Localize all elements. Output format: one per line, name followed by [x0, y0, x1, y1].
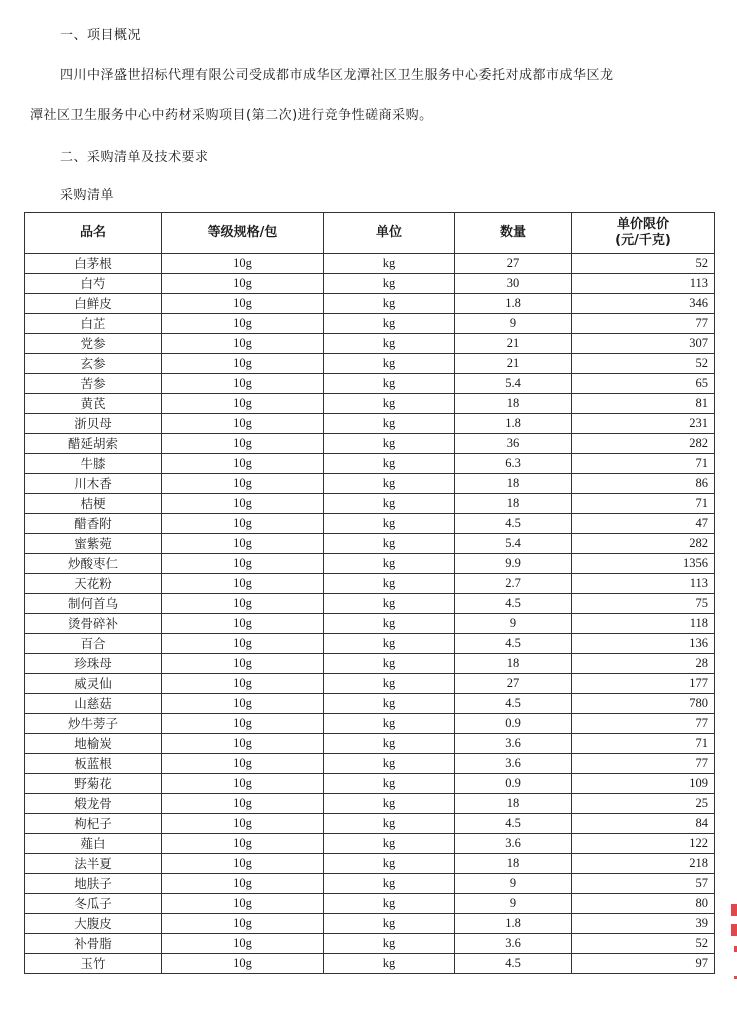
cell-name: 补骨脂 [25, 934, 162, 954]
cell-spec: 10g [162, 394, 324, 414]
table-row [25, 894, 715, 914]
cell-price: 25 [572, 794, 715, 814]
table-row [25, 774, 715, 794]
cell-price: 75 [572, 594, 715, 614]
table-row [25, 614, 715, 634]
cell-name: 黄芪 [25, 394, 162, 414]
cell-spec: 10g [162, 514, 324, 534]
cell-spec: 10g [162, 574, 324, 594]
cell-quantity: 3.6 [455, 734, 572, 754]
cell-spec: 10g [162, 914, 324, 934]
cell-spec: 10g [162, 934, 324, 954]
cell-name: 板蓝根 [25, 754, 162, 774]
cell-spec: 10g [162, 614, 324, 634]
cell-name: 炒牛蒡子 [25, 714, 162, 734]
table-header-row [25, 213, 715, 254]
cell-quantity: 21 [455, 334, 572, 354]
cell-quantity: 18 [455, 474, 572, 494]
cell-quantity: 6.3 [455, 454, 572, 474]
cell-spec: 10g [162, 254, 324, 274]
cell-quantity: 4.5 [455, 514, 572, 534]
cell-spec: 10g [162, 534, 324, 554]
cell-price: 218 [572, 854, 715, 874]
cell-spec: 10g [162, 374, 324, 394]
cell-spec: 10g [162, 714, 324, 734]
cell-quantity: 18 [455, 654, 572, 674]
cell-name: 苦参 [25, 374, 162, 394]
cell-price: 282 [572, 534, 715, 554]
cell-price: 39 [572, 914, 715, 934]
cell-name: 白鲜皮 [25, 294, 162, 314]
table-row [25, 594, 715, 614]
cell-spec: 10g [162, 814, 324, 834]
cell-price: 118 [572, 614, 715, 634]
cell-name: 制何首乌 [25, 594, 162, 614]
cell-unit: kg [324, 374, 455, 394]
section-heading-overview: 一、项目概况 [60, 28, 142, 43]
cell-unit: kg [324, 434, 455, 454]
cell-spec: 10g [162, 694, 324, 714]
cell-name: 冬瓜子 [25, 894, 162, 914]
table-row [25, 874, 715, 894]
cell-name: 山慈菇 [25, 694, 162, 714]
cell-name: 桔梗 [25, 494, 162, 514]
cell-quantity: 18 [455, 794, 572, 814]
cell-unit: kg [324, 934, 455, 954]
cell-spec: 10g [162, 314, 324, 334]
cell-unit: kg [324, 314, 455, 334]
cell-price: 113 [572, 574, 715, 594]
cell-price: 52 [572, 254, 715, 274]
cell-unit: kg [324, 614, 455, 634]
cell-unit: kg [324, 794, 455, 814]
cell-quantity: 9 [455, 314, 572, 334]
table-row [25, 374, 715, 394]
cell-quantity: 4.5 [455, 694, 572, 714]
cell-price: 47 [572, 514, 715, 534]
cell-quantity: 1.8 [455, 414, 572, 434]
cell-unit: kg [324, 254, 455, 274]
table-row [25, 474, 715, 494]
table-row [25, 514, 715, 534]
cell-quantity: 3.6 [455, 934, 572, 954]
table-body [25, 254, 715, 974]
cell-unit: kg [324, 674, 455, 694]
cell-unit: kg [324, 734, 455, 754]
cell-unit: kg [324, 874, 455, 894]
purchase-table [24, 212, 715, 974]
cell-name: 野菊花 [25, 774, 162, 794]
cell-price: 28 [572, 654, 715, 674]
cell-name: 白芍 [25, 274, 162, 294]
cell-price: 52 [572, 934, 715, 954]
cell-unit: kg [324, 334, 455, 354]
cell-name: 炒酸枣仁 [25, 554, 162, 574]
cell-unit: kg [324, 594, 455, 614]
table-row [25, 954, 715, 974]
header-price-limit-line1: 单价限价 [616, 217, 669, 232]
cell-name: 地肤子 [25, 874, 162, 894]
cell-unit: kg [324, 294, 455, 314]
cell-price: 113 [572, 274, 715, 294]
cell-name: 天花粉 [25, 574, 162, 594]
cell-quantity: 9 [455, 614, 572, 634]
cell-name: 枸杞子 [25, 814, 162, 834]
cell-quantity: 9 [455, 894, 572, 914]
table-row [25, 734, 715, 754]
cell-unit: kg [324, 814, 455, 834]
purchase-list-title: 采购清单 [60, 188, 115, 203]
cell-spec: 10g [162, 354, 324, 374]
intro-paragraph-line-2: 潭社区卫生服务中心中药材采购项目(第二次)进行竞争性磋商采购。 [30, 108, 433, 123]
table-row [25, 414, 715, 434]
header-name: 品名 [25, 213, 162, 254]
header-spec: 等级规格/包 [162, 213, 324, 254]
cell-quantity: 4.5 [455, 954, 572, 974]
cell-name: 蜜紫菀 [25, 534, 162, 554]
cell-price: 65 [572, 374, 715, 394]
cell-spec: 10g [162, 834, 324, 854]
cell-quantity: 2.7 [455, 574, 572, 594]
table-row [25, 254, 715, 274]
cell-unit: kg [324, 454, 455, 474]
cell-name: 川木香 [25, 474, 162, 494]
cell-unit: kg [324, 494, 455, 514]
cell-spec: 10g [162, 454, 324, 474]
cell-quantity: 0.9 [455, 774, 572, 794]
cell-quantity: 9.9 [455, 554, 572, 574]
cell-spec: 10g [162, 794, 324, 814]
table-row [25, 334, 715, 354]
header-unit: 单位 [324, 213, 455, 254]
cell-price: 77 [572, 714, 715, 734]
table-row [25, 634, 715, 654]
table-row [25, 754, 715, 774]
cell-name: 牛膝 [25, 454, 162, 474]
cell-unit: kg [324, 914, 455, 934]
cell-price: 307 [572, 334, 715, 354]
cell-name: 大腹皮 [25, 914, 162, 934]
cell-price: 71 [572, 734, 715, 754]
cell-quantity: 5.4 [455, 534, 572, 554]
cell-quantity: 27 [455, 674, 572, 694]
table-row [25, 434, 715, 454]
cell-unit: kg [324, 714, 455, 734]
cell-name: 浙贝母 [25, 414, 162, 434]
cell-unit: kg [324, 634, 455, 654]
cell-price: 780 [572, 694, 715, 714]
header-price-limit [572, 213, 715, 254]
cell-price: 1356 [572, 554, 715, 574]
cell-quantity: 21 [455, 354, 572, 374]
table-row [25, 314, 715, 334]
cell-spec: 10g [162, 274, 324, 294]
table-row [25, 674, 715, 694]
table-row [25, 494, 715, 514]
cell-quantity: 4.5 [455, 594, 572, 614]
cell-unit: kg [324, 894, 455, 914]
cell-unit: kg [324, 574, 455, 594]
cell-price: 80 [572, 894, 715, 914]
cell-quantity: 5.4 [455, 374, 572, 394]
cell-price: 71 [572, 454, 715, 474]
cell-name: 醋延胡索 [25, 434, 162, 454]
table-row [25, 574, 715, 594]
table-row [25, 654, 715, 674]
table-row [25, 914, 715, 934]
cell-unit: kg [324, 654, 455, 674]
cell-name: 玄参 [25, 354, 162, 374]
cell-quantity: 1.8 [455, 294, 572, 314]
cell-spec: 10g [162, 654, 324, 674]
cell-name: 百合 [25, 634, 162, 654]
cell-price: 57 [572, 874, 715, 894]
cell-quantity: 18 [455, 394, 572, 414]
cell-spec: 10g [162, 894, 324, 914]
cell-spec: 10g [162, 674, 324, 694]
table-row [25, 534, 715, 554]
section-heading-purchase-list: 二、采购清单及技术要求 [60, 150, 209, 165]
cell-name: 法半夏 [25, 854, 162, 874]
cell-quantity: 1.8 [455, 914, 572, 934]
cell-name: 威灵仙 [25, 674, 162, 694]
cell-unit: kg [324, 694, 455, 714]
cell-spec: 10g [162, 954, 324, 974]
header-quantity: 数量 [455, 213, 572, 254]
cell-name: 地榆炭 [25, 734, 162, 754]
cell-unit: kg [324, 774, 455, 794]
cell-quantity: 0.9 [455, 714, 572, 734]
cell-price: 77 [572, 754, 715, 774]
intro-paragraph-line-1: 四川中泽盛世招标代理有限公司受成都市成华区龙潭社区卫生服务中心委托对成都市成华区龙 [60, 68, 614, 83]
cell-name: 珍珠母 [25, 654, 162, 674]
cell-spec: 10g [162, 754, 324, 774]
cell-spec: 10g [162, 294, 324, 314]
table-row [25, 854, 715, 874]
cell-unit: kg [324, 354, 455, 374]
cell-unit: kg [324, 754, 455, 774]
cell-spec: 10g [162, 854, 324, 874]
cell-name: 烫骨碎补 [25, 614, 162, 634]
cell-spec: 10g [162, 874, 324, 894]
header-price-limit-line2: (元/千克) [615, 233, 671, 248]
cell-unit: kg [324, 274, 455, 294]
table-row [25, 454, 715, 474]
cell-unit: kg [324, 534, 455, 554]
cell-spec: 10g [162, 414, 324, 434]
table-row [25, 394, 715, 414]
cell-quantity: 9 [455, 874, 572, 894]
cell-name: 白芷 [25, 314, 162, 334]
cell-price: 84 [572, 814, 715, 834]
cell-name: 薤白 [25, 834, 162, 854]
cell-price: 109 [572, 774, 715, 794]
stamp-fragment [731, 904, 737, 916]
cell-unit: kg [324, 954, 455, 974]
cell-unit: kg [324, 394, 455, 414]
cell-price: 52 [572, 354, 715, 374]
cell-name: 醋香附 [25, 514, 162, 534]
cell-unit: kg [324, 414, 455, 434]
cell-price: 122 [572, 834, 715, 854]
cell-price: 282 [572, 434, 715, 454]
cell-name: 玉竹 [25, 954, 162, 974]
cell-spec: 10g [162, 434, 324, 454]
cell-price: 81 [572, 394, 715, 414]
stamp-fragment [731, 924, 737, 936]
cell-unit: kg [324, 854, 455, 874]
cell-spec: 10g [162, 494, 324, 514]
cell-price: 346 [572, 294, 715, 314]
cell-price: 97 [572, 954, 715, 974]
cell-unit: kg [324, 834, 455, 854]
cell-quantity: 4.5 [455, 814, 572, 834]
cell-price: 136 [572, 634, 715, 654]
table-row [25, 834, 715, 854]
cell-price: 177 [572, 674, 715, 694]
cell-quantity: 36 [455, 434, 572, 454]
cell-quantity: 27 [455, 254, 572, 274]
cell-spec: 10g [162, 594, 324, 614]
cell-spec: 10g [162, 734, 324, 754]
table-row [25, 294, 715, 314]
table-row [25, 694, 715, 714]
cell-quantity: 18 [455, 854, 572, 874]
cell-spec: 10g [162, 474, 324, 494]
cell-unit: kg [324, 474, 455, 494]
table-row [25, 554, 715, 574]
cell-quantity: 3.6 [455, 834, 572, 854]
cell-quantity: 18 [455, 494, 572, 514]
cell-unit: kg [324, 514, 455, 534]
cell-name: 煅龙骨 [25, 794, 162, 814]
cell-price: 71 [572, 494, 715, 514]
cell-price: 86 [572, 474, 715, 494]
table-row [25, 714, 715, 734]
cell-spec: 10g [162, 634, 324, 654]
cell-spec: 10g [162, 774, 324, 794]
cell-quantity: 3.6 [455, 754, 572, 774]
cell-quantity: 4.5 [455, 634, 572, 654]
cell-name: 党参 [25, 334, 162, 354]
table-row [25, 274, 715, 294]
cell-spec: 10g [162, 334, 324, 354]
cell-price: 77 [572, 314, 715, 334]
cell-spec: 10g [162, 554, 324, 574]
cell-unit: kg [324, 554, 455, 574]
table-row [25, 814, 715, 834]
cell-name: 白茅根 [25, 254, 162, 274]
table-row [25, 934, 715, 954]
table-row [25, 794, 715, 814]
cell-quantity: 30 [455, 274, 572, 294]
cell-price: 231 [572, 414, 715, 434]
table-row [25, 354, 715, 374]
